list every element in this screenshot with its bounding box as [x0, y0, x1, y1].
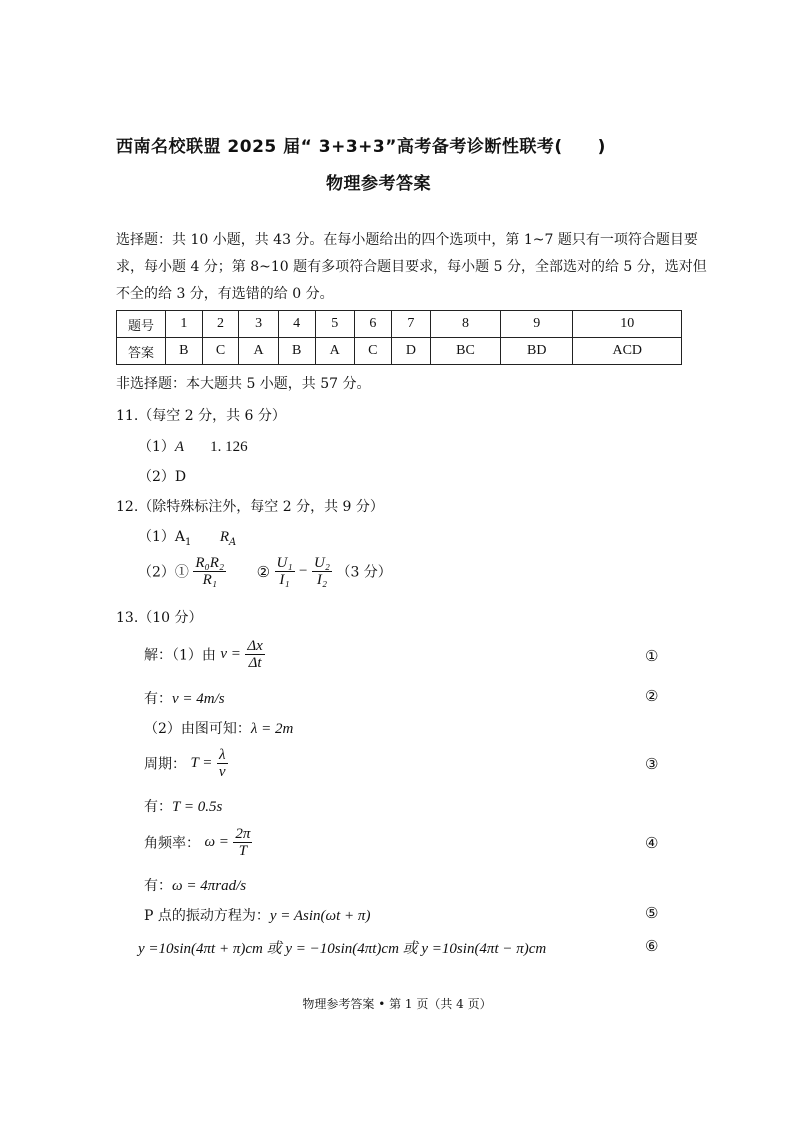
q12-part1 — [138, 526, 236, 548]
minus-sign: − — [299, 563, 308, 579]
line-text: 角频率： — [144, 835, 200, 852]
equation: ω = 4πrad/s — [172, 878, 247, 894]
line-text: 有： — [144, 691, 172, 707]
step-mark-5: ⑤ — [645, 904, 659, 922]
table-cell: 1 — [166, 311, 203, 338]
intro-line-3: 不全的给 3 分，有选错的给 0 分。 — [116, 286, 334, 302]
document-title: 西南名校联盟 2025 届“ 3+3+3”高考备考诊断性联考( ) — [116, 137, 606, 157]
fraction-numerator: λ — [217, 747, 228, 764]
fraction-numerator: U₂ — [313, 555, 330, 571]
table-cell: ACD — [573, 338, 682, 365]
q12-fraction-2b — [312, 555, 332, 588]
line-text: 解：（1）由 — [144, 647, 216, 664]
table-cell: 3 — [239, 311, 278, 338]
fraction — [217, 747, 228, 780]
fraction-numerator: R₀R₂ — [195, 555, 225, 571]
q11-part1-answer-b: 1. 126 — [210, 439, 248, 455]
q11-part2: （2）D — [138, 469, 187, 485]
equation-lhs: T = — [190, 755, 213, 771]
table-cell: C — [202, 338, 239, 365]
equation: T = 0.5s — [172, 799, 223, 815]
q12-part2-points: （3 分） — [336, 564, 392, 581]
equation: λ = 2m — [250, 721, 294, 737]
fraction — [233, 826, 252, 859]
equation-lhs: v = — [220, 646, 241, 662]
q13-line-3 — [144, 718, 293, 738]
line-text: 周期： — [144, 756, 186, 773]
line-text: （2）由图可知： — [144, 721, 251, 737]
step-mark-1: ① — [645, 647, 659, 665]
q12-part1-label: （1）A — [138, 529, 186, 545]
fraction-denominator: Δt — [248, 655, 262, 671]
row-header-answer: 答案 — [117, 338, 166, 365]
q13-line-9 — [138, 937, 546, 958]
line-text: P 点的振动方程为： — [144, 908, 270, 924]
fraction-numerator: U₁ — [276, 555, 293, 571]
q13-line-8 — [144, 905, 370, 925]
q12-heading: 12.（除特殊标注外，每空 2 分，共 9 分） — [116, 499, 384, 515]
table-cell: 8 — [431, 311, 501, 338]
table-cell: 5 — [315, 311, 354, 338]
table-cell: B — [166, 338, 203, 365]
intro-line-1: 选择题：共 10 小题，共 43 分。在每小题给出的四个选项中，第 1~7 题只有一项符合题目要 — [116, 232, 698, 248]
table-cell: 6 — [354, 311, 391, 338]
q12-fraction-1 — [193, 555, 226, 588]
table-cell: B — [278, 338, 315, 365]
fraction-denominator: I₁ — [279, 572, 290, 588]
q13-line-5 — [144, 796, 222, 816]
q12-fraction-2a — [275, 555, 295, 588]
table-row-answers — [117, 338, 682, 365]
table-cell: 10 — [573, 311, 682, 338]
step-mark-3: ③ — [645, 755, 659, 773]
table-cell: D — [391, 338, 430, 365]
nonchoice-heading: 非选择题：本大题共 5 小题，共 57 分。 — [116, 376, 371, 392]
step-mark-6: ⑥ — [645, 937, 659, 955]
q12-part2 — [138, 555, 392, 588]
table-cell: A — [315, 338, 354, 365]
table-row-numbers — [117, 311, 682, 338]
page-footer: 物理参考答案 • 第 1 页（共 4 页） — [302, 997, 492, 1011]
fraction-denominator: T — [238, 843, 248, 859]
equation: v = 4m/s — [172, 691, 225, 707]
fraction-denominator: I₂ — [316, 572, 328, 588]
q13-line-7 — [144, 875, 246, 895]
q12-part1-answer-b: R — [219, 529, 230, 545]
intro-line-2: 求，每小题 4 分；第 8~10 题有多项符合题目要求，每小题 5 分，全部选对的给 5 分，选对但 — [116, 259, 707, 275]
row-header-number: 题号 — [117, 311, 166, 338]
table-cell: 9 — [500, 311, 573, 338]
table-cell: 2 — [202, 311, 239, 338]
step-mark-2: ② — [645, 687, 659, 705]
equation: y =10sin(4πt + π)cm 或 y = −10sin(4πt)cm 或 y =10sin(4πt − π)cm — [138, 941, 547, 957]
q13-line-4 — [144, 747, 228, 780]
fraction-denominator: v — [218, 764, 226, 780]
line-text: 有： — [144, 799, 172, 815]
table-cell: 4 — [278, 311, 315, 338]
fraction-numerator: 2π — [235, 826, 251, 842]
q11-part1 — [138, 436, 248, 456]
fraction — [245, 638, 264, 671]
table-cell: C — [354, 338, 391, 365]
table-cell: BC — [431, 338, 501, 365]
q11-part1-label: （1） — [138, 439, 175, 455]
q13-heading: 13.（10 分） — [116, 610, 203, 626]
q13-line-6 — [144, 826, 252, 859]
line-text: 有： — [144, 878, 172, 894]
step-mark-4: ④ — [645, 834, 659, 852]
q12-part1-sub: 1 — [185, 536, 192, 548]
q11-heading: 11.（每空 2 分，共 6 分） — [116, 408, 286, 424]
q13-line-1 — [144, 638, 265, 671]
document-subtitle: 物理参考答案 — [326, 174, 431, 194]
fraction-denominator: R₁ — [202, 572, 217, 588]
equation-lhs: ω = — [204, 834, 229, 850]
q11-part1-answer-a: A — [174, 439, 185, 455]
table-cell: A — [239, 338, 278, 365]
q12-part1-answer-b-sub: A — [229, 536, 237, 548]
table-cell: 7 — [391, 311, 430, 338]
q12-part2-mark-2: ② — [256, 562, 271, 581]
q12-part2-label: （2）① — [138, 564, 189, 581]
fraction-numerator: Δx — [247, 638, 263, 654]
table-cell: BD — [500, 338, 573, 365]
answer-table — [116, 310, 682, 365]
equation: y = Asin(ωt + π) — [269, 908, 371, 924]
q13-line-2 — [144, 688, 225, 708]
